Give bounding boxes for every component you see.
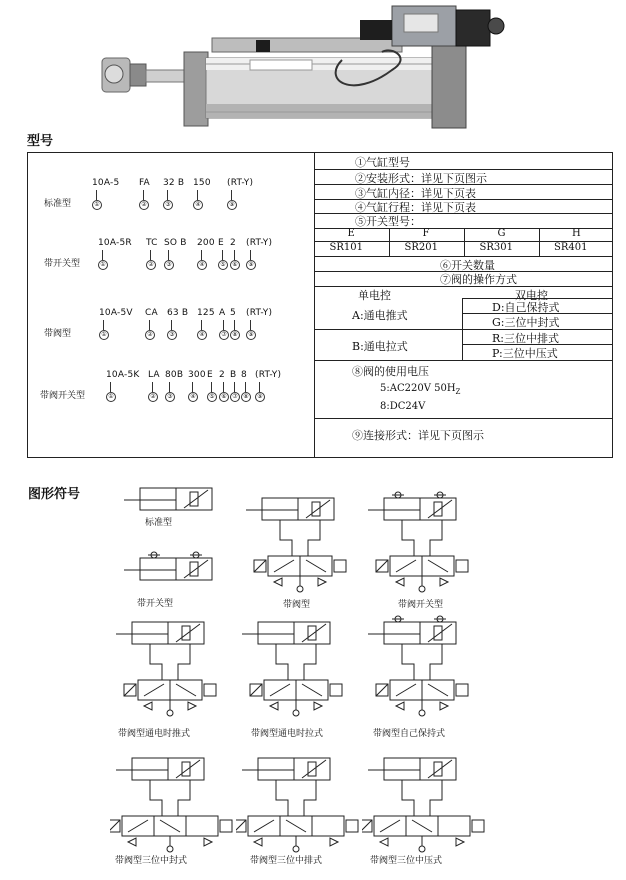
pneumatic-symbol-diagram <box>110 612 240 724</box>
model-code-part: 10A-5R <box>98 238 132 248</box>
field-number-circle: ④ <box>197 330 207 340</box>
double-exhaust-center-option: R:三位中排式 <box>492 332 559 345</box>
voltage-option-dc: 8:DC24V <box>380 401 426 412</box>
model-code-part: 32 B <box>163 178 185 188</box>
leader-line <box>223 320 224 330</box>
model-code-part: 63 B <box>167 308 189 318</box>
symbol-caption: 带阀型通电时推式 <box>118 729 191 739</box>
leader-line <box>171 320 172 330</box>
leader-line <box>259 382 260 392</box>
field-number-circle: ⑧ <box>241 392 251 402</box>
model-code-part: 200 <box>197 238 215 248</box>
field-number-circle: ⑧ <box>230 330 240 340</box>
pneumatic-symbol-diagram <box>362 748 492 860</box>
leader-line <box>167 190 168 200</box>
field-number-circle: ⑨ <box>246 260 256 270</box>
leader-line <box>201 250 202 260</box>
field-number-circle: ③ <box>165 392 175 402</box>
leader-line <box>103 320 104 330</box>
model-code-part: 300 <box>188 370 206 380</box>
divider <box>539 228 540 256</box>
model-code-part: TC <box>146 238 158 248</box>
switch-model-value: SR101 <box>329 242 363 253</box>
switch-code-header: H <box>572 228 581 239</box>
switch-code-header: G <box>497 228 506 239</box>
leader-line <box>149 320 150 330</box>
leader-line <box>231 190 232 200</box>
field-number-circle: ⑨ <box>227 200 237 210</box>
field-number-circle: ⑨ <box>246 330 256 340</box>
model-code-part: E <box>218 238 224 248</box>
legend-valve-operation: ⑦阀的操作方式 <box>440 273 517 286</box>
model-type-label: 带阀开关型 <box>40 391 86 401</box>
leader-line <box>245 382 246 392</box>
model-code-part: (RT-Y) <box>246 238 273 248</box>
symbol-caption: 带阀型三位中压式 <box>370 856 443 866</box>
leader-line <box>222 250 223 260</box>
legend-bore: ③气缸内径：详见下页表 <box>355 187 476 200</box>
field-number-circle: ⑦ <box>219 330 229 340</box>
field-number-circle: ② <box>139 200 149 210</box>
model-code-part: 2 <box>219 370 225 380</box>
switch-model-value: SR401 <box>554 242 588 253</box>
symbol-caption: 标准型 <box>145 518 173 528</box>
single-push-option: A:通电推式 <box>352 309 408 322</box>
model-code-part: 2 <box>230 238 236 248</box>
legend-stroke: ④气缸行程：详见下页表 <box>355 201 476 214</box>
symbol-caption: 带阀型自己保持式 <box>373 729 446 739</box>
pneumatic-symbol-diagram <box>236 612 366 724</box>
field-number-circle: ② <box>148 392 158 402</box>
symbol-caption: 带开关型 <box>137 599 174 609</box>
field-number-circle: ② <box>146 260 156 270</box>
model-code-part: 125 <box>197 308 215 318</box>
symbol-caption: 带阀型 <box>283 600 311 610</box>
double-solenoid-header: 双电控 <box>515 289 548 302</box>
divider <box>314 241 613 242</box>
field-number-circle: ③ <box>163 200 173 210</box>
symbol-section-title: 图形符号 <box>28 487 81 502</box>
voltage-option-ac: 5:AC220V $50H_Z$ <box>380 383 461 396</box>
model-code-part: E <box>207 370 213 380</box>
field-number-circle: ① <box>98 260 108 270</box>
model-code-part: LA <box>148 370 160 380</box>
model-type-label: 带开关型 <box>44 259 81 269</box>
field-number-circle: ① <box>106 392 116 402</box>
leader-line <box>152 382 153 392</box>
field-number-circle: ⑨ <box>255 392 265 402</box>
model-code-part: CA <box>145 308 158 318</box>
leader-line <box>169 382 170 392</box>
leader-line <box>250 250 251 260</box>
pneumatic-symbol-diagram <box>362 612 492 724</box>
field-number-circle: ④ <box>197 260 207 270</box>
legend-switch-count: ⑥开关数量 <box>440 259 495 272</box>
model-code-part: 10A-5V <box>99 308 133 318</box>
table-divider <box>314 152 315 458</box>
model-type-label: 带阀型 <box>44 329 72 339</box>
divider <box>314 360 613 361</box>
double-closed-center-option: G:三位中封式 <box>492 316 560 329</box>
model-section-title: 型号 <box>27 134 54 149</box>
model-code-part: (RT-Y) <box>255 370 282 380</box>
leader-line <box>96 190 97 200</box>
field-number-circle: ① <box>92 200 102 210</box>
single-pull-option: B:通电拉式 <box>352 340 408 353</box>
model-code-part: B <box>230 370 237 380</box>
field-number-circle: ⑦ <box>230 392 240 402</box>
field-number-circle: ① <box>99 330 109 340</box>
pneumatic-symbol-diagram <box>362 488 492 600</box>
leader-line <box>234 382 235 392</box>
pneumatic-symbol-diagram <box>110 748 240 860</box>
switch-model-value: SR301 <box>479 242 513 253</box>
legend-mounting: ②安装形式：详见下页图示 <box>355 172 487 185</box>
field-number-circle: ③ <box>164 260 174 270</box>
model-code-part: 80B <box>165 370 184 380</box>
leader-line <box>168 250 169 260</box>
leader-line <box>110 382 111 392</box>
switch-code-header: F <box>422 228 430 239</box>
model-code-part: A <box>219 308 226 318</box>
pneumatic-symbol-diagram <box>240 488 370 600</box>
model-code-part: (RT-Y) <box>246 308 273 318</box>
leader-line <box>250 320 251 330</box>
pneumatic-symbol-diagram <box>236 748 366 860</box>
model-code-part: 150 <box>193 178 211 188</box>
model-code-part: 10A-5 <box>92 178 120 188</box>
model-code-part: (RT-Y) <box>227 178 254 188</box>
leader-line <box>143 190 144 200</box>
single-solenoid-header: 单电控 <box>358 289 391 302</box>
divider <box>464 228 465 256</box>
leader-line <box>201 320 202 330</box>
model-code-part: 5 <box>230 308 236 318</box>
model-code-part: SO B <box>164 238 187 248</box>
leader-line <box>234 320 235 330</box>
field-number-circle: ⑥ <box>230 260 240 270</box>
switch-code-header: E <box>347 228 355 239</box>
field-number-circle: ④ <box>188 392 198 402</box>
double-pressure-center-option: P:三位中压式 <box>492 347 558 360</box>
leader-line <box>192 382 193 392</box>
divider <box>389 228 390 256</box>
symbol-caption: 带阀型三位中排式 <box>250 856 323 866</box>
leader-line <box>223 382 224 392</box>
divider <box>314 418 613 419</box>
switch-model-value: SR201 <box>404 242 438 253</box>
legend-connection: ⑨连接形式：详见下页图示 <box>352 429 484 442</box>
field-number-circle: ④ <box>193 200 203 210</box>
divider <box>314 329 613 330</box>
model-code-part: 8 <box>241 370 247 380</box>
double-self-hold-option: D:自己保持式 <box>492 301 560 314</box>
leader-line <box>234 250 235 260</box>
leader-line <box>150 250 151 260</box>
symbol-caption: 带阀开关型 <box>398 600 444 610</box>
field-number-circle: ⑤ <box>218 260 228 270</box>
leader-line <box>197 190 198 200</box>
field-number-circle: ⑥ <box>219 392 229 402</box>
symbol-caption: 带阀型三位中封式 <box>115 856 188 866</box>
legend-valve-voltage: ⑧阀的使用电压 <box>352 365 429 378</box>
leader-line <box>102 250 103 260</box>
model-code-part: 10A-5K <box>106 370 140 380</box>
field-number-circle: ⑤ <box>207 392 217 402</box>
field-number-circle: ③ <box>167 330 177 340</box>
field-number-circle: ② <box>145 330 155 340</box>
cylinder-product-photo <box>92 0 532 135</box>
symbol-caption: 带阀型通电时拉式 <box>251 729 324 739</box>
leader-line <box>211 382 212 392</box>
model-code-part: FA <box>139 178 150 188</box>
legend-cylinder-type: ①气缸型号 <box>355 156 410 169</box>
model-type-label: 标准型 <box>44 199 72 209</box>
legend-switch-type: ⑤开关型号： <box>355 215 421 228</box>
